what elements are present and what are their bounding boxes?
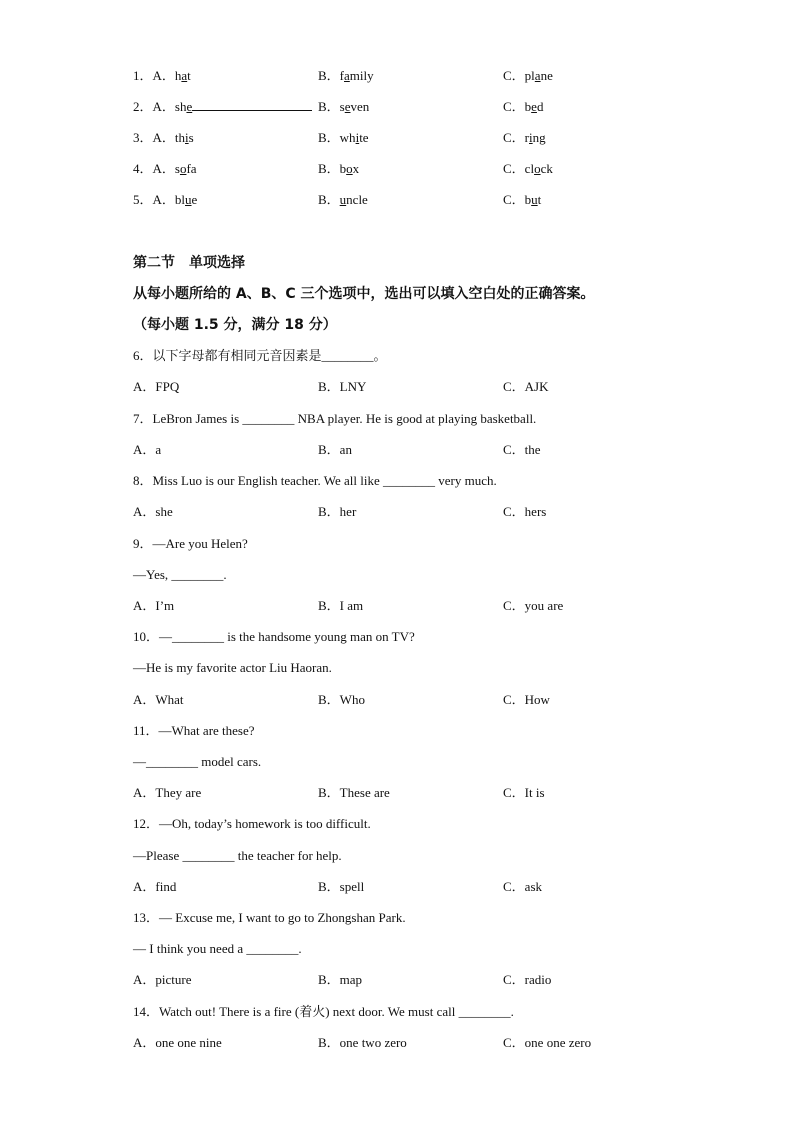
underlined-letter: u — [531, 192, 538, 207]
row-number: 3．A． — [133, 130, 175, 145]
underlined-letter: o — [534, 161, 541, 176]
row-number: 1．A． — [133, 68, 175, 83]
pron-row-1: 1．A．hat B．family C．plane — [133, 68, 553, 83]
question-6-options — [0, 377, 794, 397]
pron-row-2: 2．A．she B．seven C．bed — [133, 99, 544, 114]
question-9-options — [0, 596, 794, 616]
underlined-letter: i — [529, 130, 533, 145]
option-a[interactable]: A．What — [133, 692, 184, 707]
question-11-options — [0, 783, 794, 803]
option-c[interactable]: C．AJK — [503, 379, 549, 394]
underlined-letter: u — [185, 192, 192, 207]
option-b[interactable]: B．one two zero — [318, 1035, 407, 1050]
underlined-letter: e — [186, 99, 193, 114]
question-11-stem: 11．—What are these? — [133, 723, 255, 738]
option-a[interactable]: A．a — [133, 442, 162, 457]
underlined-letter: u — [339, 192, 347, 207]
option-b[interactable]: B．Who — [318, 692, 365, 707]
option-c[interactable]: C．radio — [503, 972, 552, 987]
option-b[interactable]: B．These are — [318, 785, 390, 800]
pron-row-5: 5．A．blue B．uncle C．but — [133, 192, 542, 207]
question-9-reply: —Yes, ________. — [133, 567, 227, 582]
option-c[interactable]: C．How — [503, 692, 550, 707]
question-12-reply: —Please ________ the teacher for help. — [133, 848, 342, 863]
option-b[interactable]: B．spell — [318, 879, 365, 894]
row-number: 2．A． — [133, 99, 175, 114]
underlined-letter: a — [344, 68, 350, 83]
option-a[interactable]: A．They are — [133, 785, 202, 800]
question-10-reply: —He is my favorite actor Liu Haoran. — [133, 660, 332, 675]
option-c[interactable]: C．the — [503, 442, 541, 457]
option-a[interactable]: A．she — [133, 504, 173, 519]
section-instruction: 从每小题所给的 A、B、C 三个选项中，选出可以填入空白处的正确答案。 — [133, 286, 595, 302]
pron-row-3: 3．A．this B．white C．ring — [133, 130, 546, 145]
option-c[interactable]: C．ask — [503, 879, 543, 894]
option-a[interactable]: A．FPQ — [133, 379, 180, 394]
option-a[interactable]: A．I’m — [133, 598, 175, 613]
option-a[interactable]: A．one one nine — [133, 1035, 222, 1050]
question-14-options — [0, 1033, 794, 1053]
underlined-letter: i — [355, 130, 360, 145]
section-title: 第二节 单项选择 — [133, 255, 245, 271]
question-9-stem: 9．—Are you Helen? — [133, 536, 248, 551]
question-12-stem: 12．—Oh, today’s homework is too difficult. — [133, 816, 371, 831]
section-score: （每小题 1.5 分，满分 18 分） — [133, 317, 337, 333]
option-b[interactable]: B．an — [318, 442, 352, 457]
underlined-letter: i — [185, 130, 189, 145]
row-number: 4．A． — [133, 161, 175, 176]
option-c[interactable]: C．you are — [503, 598, 564, 613]
option-c[interactable]: C．one one zero — [503, 1035, 592, 1050]
option-a[interactable]: A．picture — [133, 972, 192, 987]
option-c[interactable]: C．hers — [503, 504, 547, 519]
question-10-stem: 10．—________ is the handsome young man on TV? — [133, 629, 415, 644]
underlined-letter: o — [346, 161, 353, 176]
question-14-stem: 14．Watch out! There is a fire (着火) next door. We must call ________. — [133, 1004, 514, 1019]
row-number: 5．A． — [133, 192, 175, 207]
question-6-stem: 6．以下字母都有相同元音因素是________。 — [133, 348, 387, 363]
underlined-letter: o — [179, 161, 187, 176]
question-13-options — [0, 970, 794, 990]
underlined-letter: e — [344, 99, 351, 114]
option-b[interactable]: B．LNY — [318, 379, 367, 394]
question-13-stem: 13．— Excuse me, I want to go to Zhongshan Park. — [133, 910, 406, 925]
question-12-options — [0, 877, 794, 897]
question-8-options — [0, 502, 794, 522]
option-c[interactable]: C．It is — [503, 785, 545, 800]
question-7-options — [0, 440, 794, 460]
underlined-letter: e — [531, 99, 537, 114]
question-7-stem: 7．LeBron James is ________ NBA player. He is good at playing basketball. — [133, 411, 537, 426]
pron-row-4: 4．A．sofa B．box C．clock — [133, 161, 553, 176]
option-b[interactable]: B．I am — [318, 598, 364, 613]
option-b[interactable]: B．her — [318, 504, 357, 519]
question-13-reply: — I think you need a ________. — [133, 941, 302, 956]
question-8-stem: 8．Miss Luo is our English teacher. We all like ________ very much. — [133, 473, 497, 488]
underlined-letter: a — [181, 68, 188, 83]
underlined-letter: a — [534, 68, 541, 83]
question-10-options — [0, 690, 794, 710]
option-b[interactable]: B．map — [318, 972, 363, 987]
question-11-reply: —________ model cars. — [133, 754, 262, 769]
underline-blank — [192, 97, 312, 111]
option-a[interactable]: A．find — [133, 879, 177, 894]
